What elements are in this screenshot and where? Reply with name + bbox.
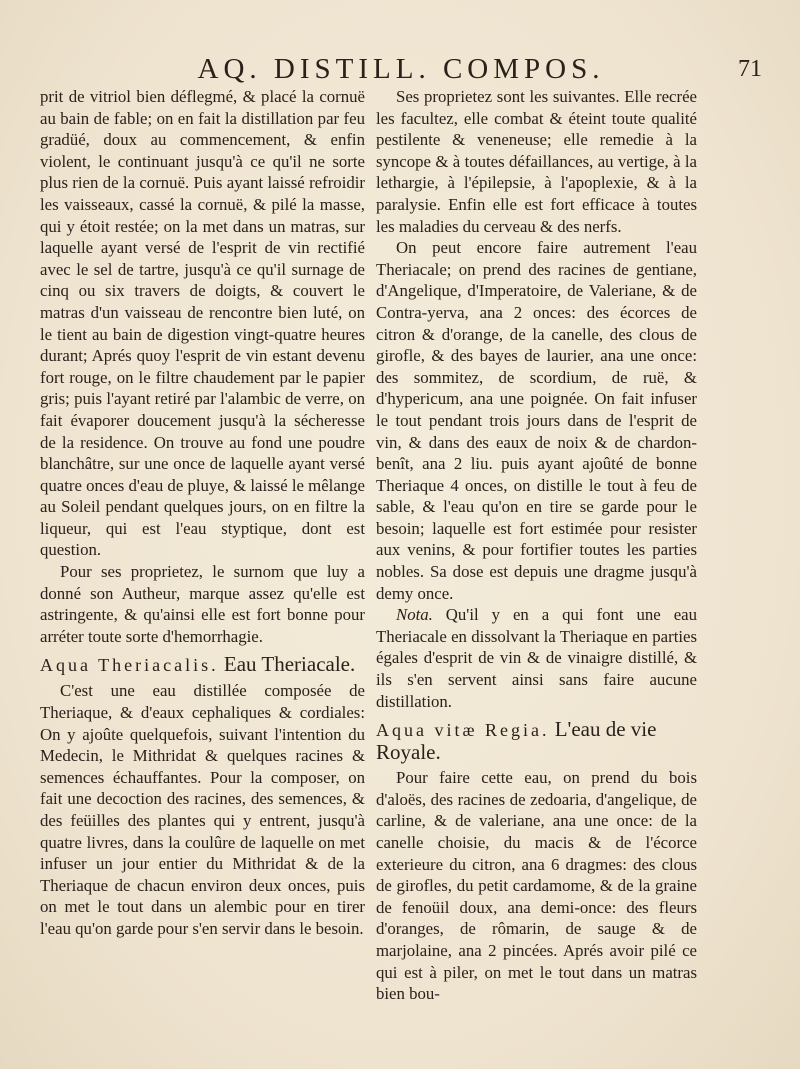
left-paragraph-2: Pour ses proprietez, le surnom que luy a donné son Autheur, marque assez qu'elle est astringente, & qu'ainsi elle est fort bonne pour arréter toute sorte d'hemorrhagie. [40,562,365,646]
heading-french: Eau Theriacale. [223,652,356,677]
right-paragraph-2: On peut encore faire autrement l'eau Theriacale; on prend des racines de gentiane, d'Angelique, d'Imperatoire, de Valeriane, & de Contra-yerva, ana 2 onces: des écorces de citron & d'orange, de la canelle, des clous de girofle, & des bayes de laurier, ana une once: des sommitez, de scordium, de ruë, & d'hypericum, ana une poignée. On fait infuser le tout pendant trois jours dans de l'esprit de vin, & dans des eaux de noix & de chardon-benît, ana 2 liu. puis ayant ajoûté de bonne Theriaque 4 onces, on distille le tout à feu de sable, & l'eau qu'on en tire se garde pour le besoin; laquelle est fort estimée pour resister aux venins, & pour fortifier toutes les parties nobles. Sa dose est depuis une dragme jusqu'à demy once. [376,238,697,603]
page-header [36,52,766,86]
section-heading-theriacalis [40,653,365,676]
right-column [376,86,697,1005]
running-head: AQ. DISTILL. COMPOS. [197,53,605,85]
section-heading-regia [376,718,697,763]
right-paragraph-4: Pour faire cette eau, on prend du bois d'aloës, des racines de zedoaria, d'angelique, de carline, & de valeriane, ana une once: de la canelle choisie, du macis & de l'écorce exterieure du citron, ana 6 dragmes: des clous de girofles, du petit cardamome, & de la graine de fenoüil doux, ana demi-once: des fleurs d'oranges, de rômarin, de sauge & de marjolaine, ana 2 pincées. Aprés avoir pilé ce qui est à piler, on met le tout dans un matras bien bou- [376,768,697,1004]
nota-text: Qu'il y en a qui font une eau Theriacale en dissolvant la Theriaque en parties égales d'esprit de vin & de vinaigre distillé, & ils s'en servent ainsi sans faire aucune distillation. [376,605,697,711]
left-paragraph-1: prit de vitriol bien déflegmé, & placé la cornuë au bain de fable; on en fait la distillation par feu gradüé, doux au commencement, & enfin violent, le continuant jusqu'à ce qu'il ne sorte plus rien de la cornuë. Puis ayant laissé refroidir les vaisseaux, cassé la cornuë, & pilé la masse, qui y étoit restée; on la met dans un matras, sur laquelle ayant versé de l'esprit de vin rectifié avec le sel de tartre, jusqu'à ce qu'il surnage de cinq ou six travers de doigts, & couvert le matras d'un vaisseau de rencontre bien luté, on le tient au bain de digestion vingt-quatre heures durant; Aprés quoy l'esprit de vin estant devenu fort rouge, on le filtre chaudement par le papier gris; puis l'ayant retiré par l'alambic de verre, on fait évaporer doucement jusqu'à la sécheresse de la residence. On trouve au fond une poudre blanchâtre, sur une once de laquelle ayant versé quatre onces d'eau de pluye, & laissé le mêlange au Soleil pendant quelques jours, on en filtre la liqueur, qui est l'eau styptique, dont est question. [40,87,366,560]
heading-french: L'eau de vie Royale. [376,717,657,765]
heading-latin: Aqua Theriacalis. [40,655,219,676]
right-paragraph-nota [376,604,697,712]
left-column [40,86,365,940]
heading-latin: Aqua vitæ Regia. [376,720,550,741]
left-paragraph-3: C'est une eau distillée composée de Theriaque, & d'eaux cephaliques & cordiales: On y ajoûte quelquefois, suivant l'intention du Medecin, le Mithridat & quelques racines & semences échauffantes. Pour la composer, on fait une decoction des racines, des semences, & des feüilles des plantes qui y entrent, jusqu'à quatre livres, dans la coulûre de laquelle on met infuser un jour entier du Mithridat & de la Theriaque de chacun environ deux onces, puis on met le tout dans un alembic pour en tirer l'eau qu'on garde pour s'en servir dans le besoin. [40,681,365,938]
page-number: 71 [738,56,762,82]
right-paragraph-1: Ses proprietez sont les suivantes. Elle recrée les facultez, elle combat & éteint toute qualité pestilente & veneneuse; elle remedie à la syncope & à toutes défaillances, au vertige, à la lethargie, à l'épilepsie, à l'apoplexie, & à la paralysie. Enfin elle est fort efficace à toutes les maladies du cerveau & des nerfs. [376,87,697,236]
nota-label: Nota. [396,605,433,625]
